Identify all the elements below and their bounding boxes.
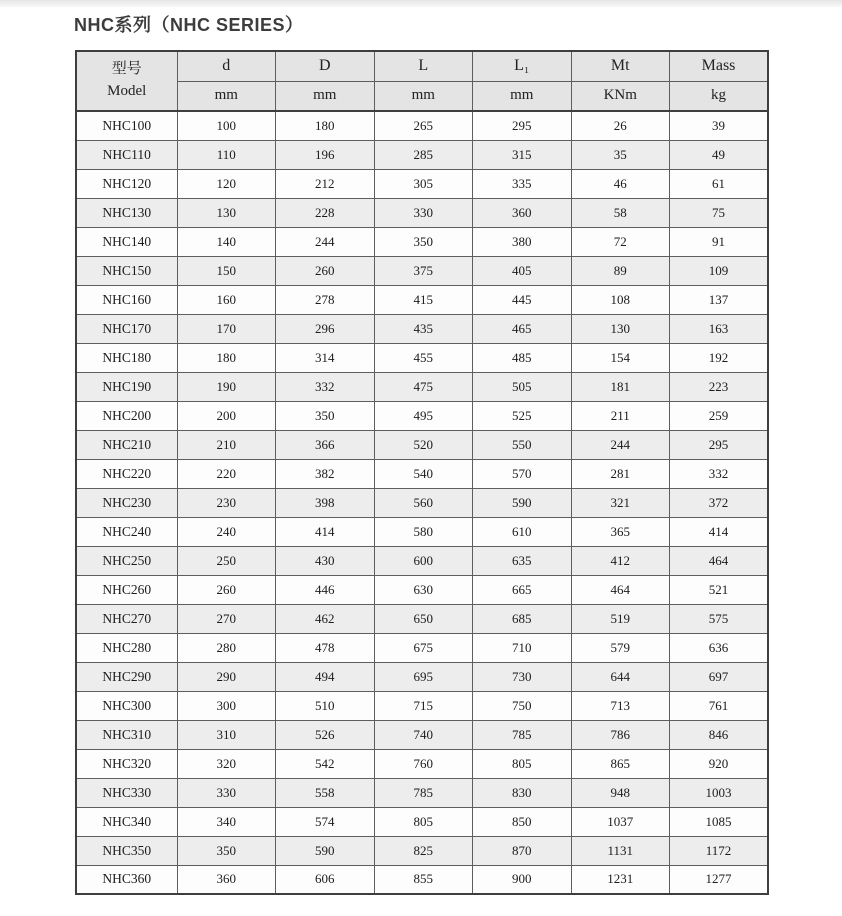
cell-L1: 750 [473, 691, 572, 720]
table-row [76, 401, 768, 430]
table-row [76, 865, 768, 894]
cell-D: 350 [276, 401, 375, 430]
cell-L1: 380 [473, 227, 572, 256]
cell-D: 296 [276, 314, 375, 343]
cell-model: NHC360 [76, 865, 177, 894]
cell-D: 398 [276, 488, 375, 517]
cell-L1: 635 [473, 546, 572, 575]
cell-Mt: 948 [571, 778, 670, 807]
cell-Mt: 865 [571, 749, 670, 778]
cell-Mass: 920 [670, 749, 769, 778]
cell-L1: 405 [473, 256, 572, 285]
cell-d: 200 [177, 401, 276, 430]
table-row [76, 749, 768, 778]
cell-d: 320 [177, 749, 276, 778]
table-row [76, 720, 768, 749]
cell-Mass: 295 [670, 430, 769, 459]
cell-Mt: 365 [571, 517, 670, 546]
cell-L: 285 [374, 140, 473, 169]
cell-L1: 360 [473, 198, 572, 227]
cell-Mt: 1131 [571, 836, 670, 865]
cell-model: NHC230 [76, 488, 177, 517]
header-row-units [76, 81, 768, 111]
table-row [76, 227, 768, 256]
cell-d: 310 [177, 720, 276, 749]
cell-L1: 785 [473, 720, 572, 749]
cell-model: NHC290 [76, 662, 177, 691]
cell-D: 590 [276, 836, 375, 865]
cell-L1: 665 [473, 575, 572, 604]
cell-D: 542 [276, 749, 375, 778]
cell-model: NHC340 [76, 807, 177, 836]
cell-model: NHC300 [76, 691, 177, 720]
cell-L: 855 [374, 865, 473, 894]
page-title: NHC系列（NHC SERIES） [74, 15, 304, 35]
col-unit-Mt: KNm [571, 81, 670, 111]
table-row [76, 662, 768, 691]
col-unit-d: mm [177, 81, 276, 111]
table-row [76, 575, 768, 604]
col-header-Mt: Mt [571, 51, 670, 81]
cell-model: NHC260 [76, 575, 177, 604]
cell-D: 260 [276, 256, 375, 285]
col-unit-D: mm [276, 81, 375, 111]
cell-Mass: 372 [670, 488, 769, 517]
cell-D: 446 [276, 575, 375, 604]
cell-model: NHC330 [76, 778, 177, 807]
cell-model: NHC190 [76, 372, 177, 401]
cell-Mt: 58 [571, 198, 670, 227]
cell-Mt: 1037 [571, 807, 670, 836]
spec-table [75, 50, 769, 895]
cell-d: 220 [177, 459, 276, 488]
cell-model: NHC120 [76, 169, 177, 198]
cell-L: 650 [374, 604, 473, 633]
table-row [76, 459, 768, 488]
cell-Mt: 644 [571, 662, 670, 691]
cell-d: 360 [177, 865, 276, 894]
cell-L: 805 [374, 807, 473, 836]
cell-D: 606 [276, 865, 375, 894]
cell-d: 160 [177, 285, 276, 314]
cell-Mt: 46 [571, 169, 670, 198]
cell-L: 825 [374, 836, 473, 865]
cell-L: 675 [374, 633, 473, 662]
table-row [76, 169, 768, 198]
cell-L1: 610 [473, 517, 572, 546]
cell-d: 180 [177, 343, 276, 372]
cell-L1: 295 [473, 111, 572, 140]
cell-L: 540 [374, 459, 473, 488]
cell-D: 382 [276, 459, 375, 488]
cell-L: 630 [374, 575, 473, 604]
cell-D: 332 [276, 372, 375, 401]
cell-D: 558 [276, 778, 375, 807]
cell-Mt: 713 [571, 691, 670, 720]
cell-Mass: 109 [670, 256, 769, 285]
table-row [76, 836, 768, 865]
cell-Mass: 846 [670, 720, 769, 749]
cell-D: 462 [276, 604, 375, 633]
cell-Mass: 636 [670, 633, 769, 662]
cell-Mass: 61 [670, 169, 769, 198]
cell-L: 350 [374, 227, 473, 256]
cell-Mass: 1003 [670, 778, 769, 807]
cell-D: 574 [276, 807, 375, 836]
cell-L1: 590 [473, 488, 572, 517]
cell-Mass: 223 [670, 372, 769, 401]
cell-Mass: 575 [670, 604, 769, 633]
table-header [76, 51, 768, 111]
cell-Mass: 192 [670, 343, 769, 372]
cell-Mt: 26 [571, 111, 670, 140]
cell-d: 330 [177, 778, 276, 807]
cell-D: 180 [276, 111, 375, 140]
cell-D: 278 [276, 285, 375, 314]
cell-L: 600 [374, 546, 473, 575]
cell-Mt: 108 [571, 285, 670, 314]
cell-model: NHC310 [76, 720, 177, 749]
cell-D: 228 [276, 198, 375, 227]
table-row [76, 198, 768, 227]
cell-model: NHC250 [76, 546, 177, 575]
cell-Mass: 91 [670, 227, 769, 256]
cell-Mass: 259 [670, 401, 769, 430]
cell-L1: 465 [473, 314, 572, 343]
cell-model: NHC220 [76, 459, 177, 488]
cell-L: 785 [374, 778, 473, 807]
cell-model: NHC100 [76, 111, 177, 140]
cell-Mass: 761 [670, 691, 769, 720]
cell-Mass: 1277 [670, 865, 769, 894]
cell-d: 350 [177, 836, 276, 865]
table-row [76, 633, 768, 662]
col-header-model [76, 51, 177, 111]
cell-D: 494 [276, 662, 375, 691]
table-row [76, 604, 768, 633]
cell-Mass: 163 [670, 314, 769, 343]
cell-Mass: 697 [670, 662, 769, 691]
cell-L: 580 [374, 517, 473, 546]
cell-L1: 685 [473, 604, 572, 633]
table-row [76, 140, 768, 169]
cell-model: NHC240 [76, 517, 177, 546]
cell-Mass: 39 [670, 111, 769, 140]
cell-L: 495 [374, 401, 473, 430]
cell-Mass: 332 [670, 459, 769, 488]
table-row [76, 517, 768, 546]
cell-L: 375 [374, 256, 473, 285]
table-row [76, 778, 768, 807]
cell-L1: 485 [473, 343, 572, 372]
cell-L1: 550 [473, 430, 572, 459]
cell-d: 110 [177, 140, 276, 169]
cell-Mt: 281 [571, 459, 670, 488]
cell-Mt: 154 [571, 343, 670, 372]
cell-model: NHC210 [76, 430, 177, 459]
cell-d: 260 [177, 575, 276, 604]
cell-Mt: 321 [571, 488, 670, 517]
cell-L1: 870 [473, 836, 572, 865]
cell-Mt: 211 [571, 401, 670, 430]
cell-L1: 335 [473, 169, 572, 198]
col-unit-L1: mm [473, 81, 572, 111]
cell-Mass: 137 [670, 285, 769, 314]
table-row [76, 430, 768, 459]
cell-D: 526 [276, 720, 375, 749]
cell-Mass: 521 [670, 575, 769, 604]
cell-model: NHC170 [76, 314, 177, 343]
table-row [76, 256, 768, 285]
header-row-names [76, 51, 768, 81]
cell-Mt: 786 [571, 720, 670, 749]
table-row [76, 285, 768, 314]
cell-d: 130 [177, 198, 276, 227]
cell-L: 435 [374, 314, 473, 343]
cell-d: 240 [177, 517, 276, 546]
table-row [76, 691, 768, 720]
cell-model: NHC130 [76, 198, 177, 227]
table-row [76, 488, 768, 517]
col-unit-L: mm [374, 81, 473, 111]
col-header-L1: L₁ [473, 51, 572, 81]
cell-D: 414 [276, 517, 375, 546]
cell-L1: 730 [473, 662, 572, 691]
cell-Mass: 1085 [670, 807, 769, 836]
table-body [76, 111, 768, 894]
cell-model: NHC140 [76, 227, 177, 256]
cell-Mt: 519 [571, 604, 670, 633]
cell-D: 478 [276, 633, 375, 662]
cell-L: 475 [374, 372, 473, 401]
cell-Mt: 1231 [571, 865, 670, 894]
cell-L: 520 [374, 430, 473, 459]
cell-L: 740 [374, 720, 473, 749]
cell-model: NHC110 [76, 140, 177, 169]
cell-L: 715 [374, 691, 473, 720]
cell-Mass: 1172 [670, 836, 769, 865]
cell-L1: 525 [473, 401, 572, 430]
cell-d: 170 [177, 314, 276, 343]
cell-model: NHC160 [76, 285, 177, 314]
cell-L: 330 [374, 198, 473, 227]
cell-D: 196 [276, 140, 375, 169]
cell-Mt: 244 [571, 430, 670, 459]
cell-d: 280 [177, 633, 276, 662]
cell-L1: 850 [473, 807, 572, 836]
model-header-cn: 型号 [111, 61, 142, 78]
table-row [76, 314, 768, 343]
table-row [76, 807, 768, 836]
cell-d: 230 [177, 488, 276, 517]
cell-D: 314 [276, 343, 375, 372]
cell-Mt: 464 [571, 575, 670, 604]
cell-model: NHC150 [76, 256, 177, 285]
table-row [76, 343, 768, 372]
cell-Mass: 464 [670, 546, 769, 575]
table-row [76, 372, 768, 401]
cell-d: 290 [177, 662, 276, 691]
cell-d: 150 [177, 256, 276, 285]
cell-d: 250 [177, 546, 276, 575]
table-row [76, 111, 768, 140]
col-header-L: L [374, 51, 473, 81]
cell-model: NHC180 [76, 343, 177, 372]
cell-L1: 710 [473, 633, 572, 662]
cell-d: 190 [177, 372, 276, 401]
col-header-D: D [276, 51, 375, 81]
cell-d: 300 [177, 691, 276, 720]
cell-L: 265 [374, 111, 473, 140]
cell-D: 212 [276, 169, 375, 198]
page-top-shadow [0, 0, 842, 7]
cell-L: 760 [374, 749, 473, 778]
cell-L: 455 [374, 343, 473, 372]
cell-Mt: 412 [571, 546, 670, 575]
cell-L1: 505 [473, 372, 572, 401]
cell-model: NHC350 [76, 836, 177, 865]
cell-Mt: 130 [571, 314, 670, 343]
cell-L: 560 [374, 488, 473, 517]
cell-d: 120 [177, 169, 276, 198]
cell-D: 430 [276, 546, 375, 575]
cell-Mass: 49 [670, 140, 769, 169]
cell-L1: 315 [473, 140, 572, 169]
cell-model: NHC280 [76, 633, 177, 662]
cell-L1: 805 [473, 749, 572, 778]
cell-Mass: 414 [670, 517, 769, 546]
cell-Mass: 75 [670, 198, 769, 227]
col-header-Mass: Mass [670, 51, 769, 81]
cell-model: NHC270 [76, 604, 177, 633]
cell-L: 415 [374, 285, 473, 314]
cell-L1: 900 [473, 865, 572, 894]
cell-d: 340 [177, 807, 276, 836]
cell-Mt: 35 [571, 140, 670, 169]
col-header-d: d [177, 51, 276, 81]
cell-Mt: 579 [571, 633, 670, 662]
col-unit-Mass: kg [670, 81, 769, 111]
cell-L: 305 [374, 169, 473, 198]
cell-model: NHC200 [76, 401, 177, 430]
cell-L1: 830 [473, 778, 572, 807]
cell-D: 244 [276, 227, 375, 256]
cell-L: 695 [374, 662, 473, 691]
cell-L1: 445 [473, 285, 572, 314]
cell-L1: 570 [473, 459, 572, 488]
table-row [76, 546, 768, 575]
cell-d: 210 [177, 430, 276, 459]
cell-D: 366 [276, 430, 375, 459]
model-header-en: Model [107, 83, 147, 99]
cell-Mt: 72 [571, 227, 670, 256]
cell-d: 270 [177, 604, 276, 633]
cell-model: NHC320 [76, 749, 177, 778]
cell-D: 510 [276, 691, 375, 720]
cell-d: 100 [177, 111, 276, 140]
cell-Mt: 89 [571, 256, 670, 285]
cell-d: 140 [177, 227, 276, 256]
cell-Mt: 181 [571, 372, 670, 401]
